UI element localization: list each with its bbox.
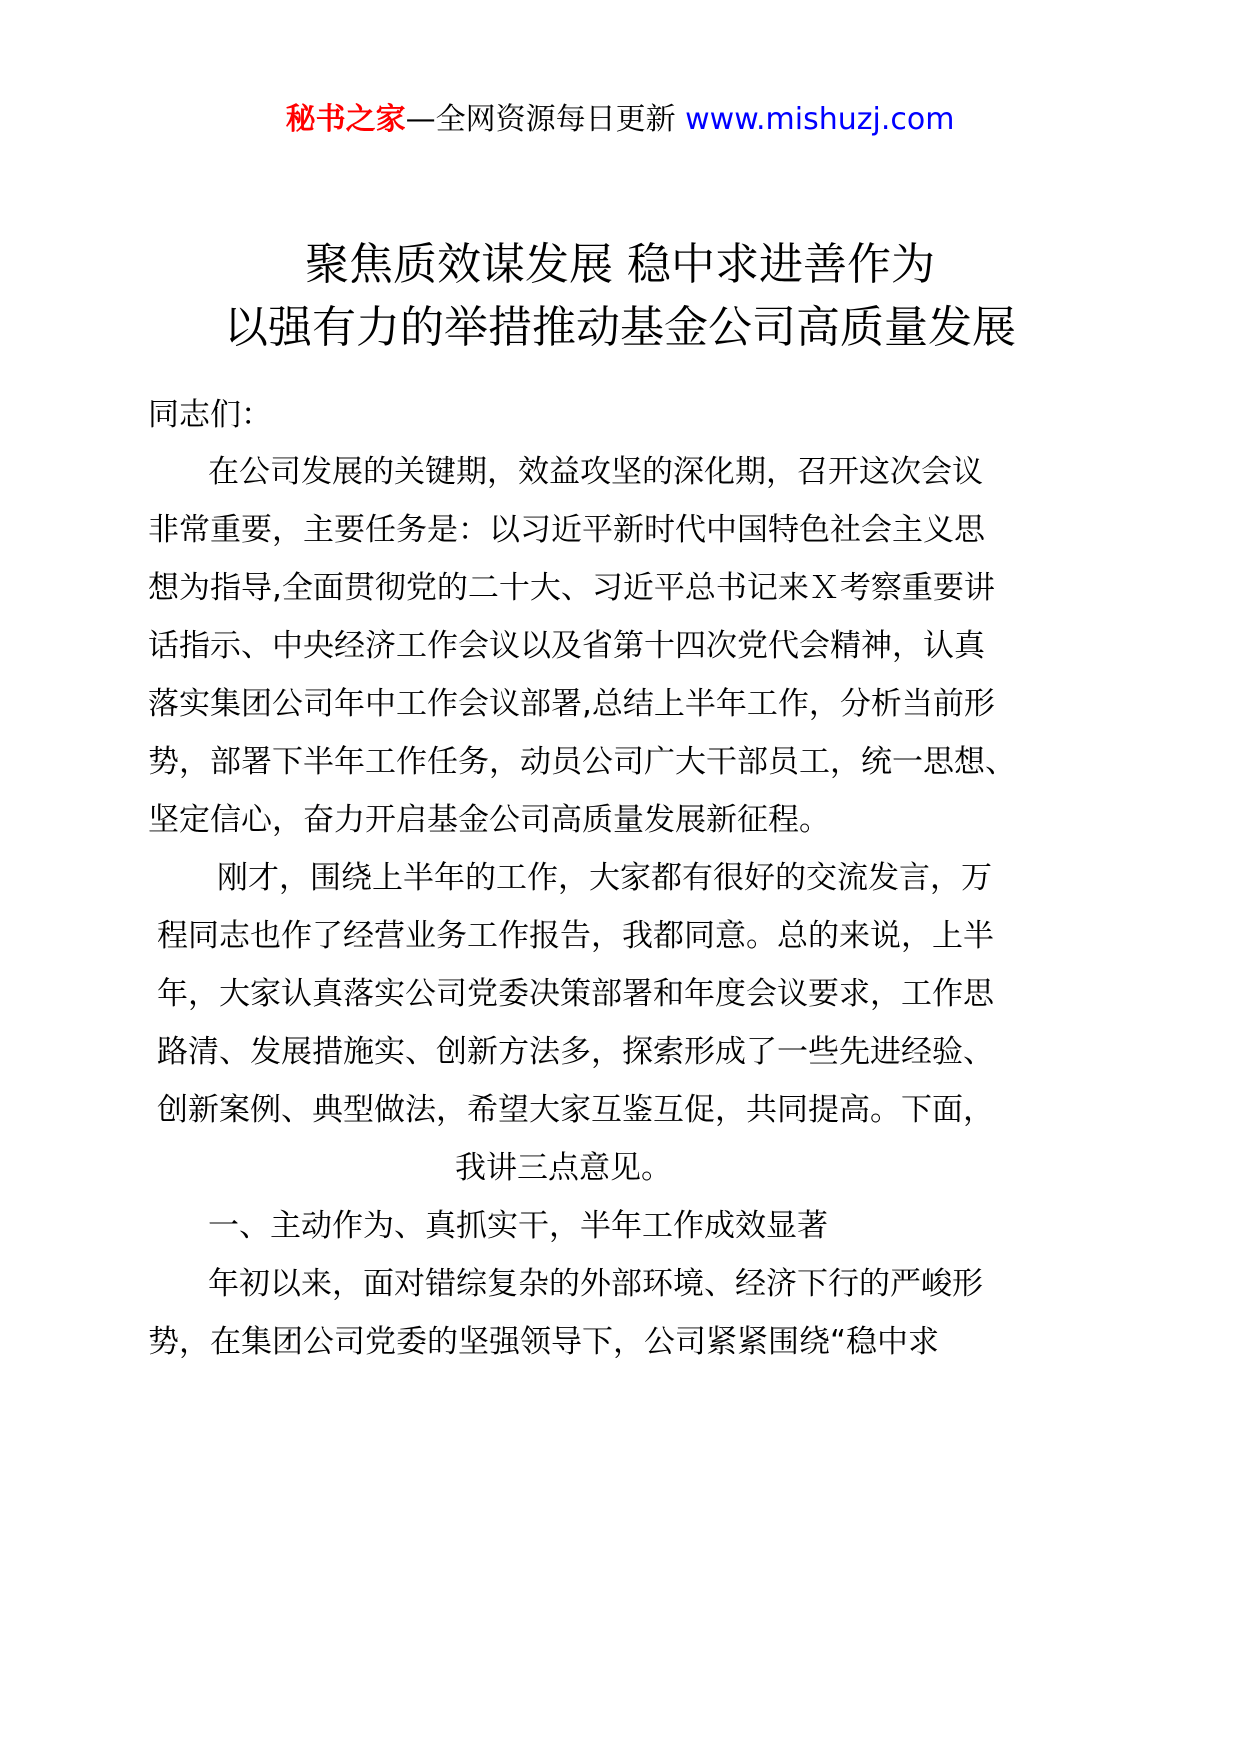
paragraph-3-line: 年初以来，面对错综复杂的外部环境、经济下行的严峻形: [208, 1266, 983, 1302]
brand-name: 秘书之家: [285, 102, 406, 137]
paragraph-2-line: 程同志也作了经营业务工作报告，我都同意。总的来说，上半: [157, 918, 994, 954]
title-line-1: 聚焦质效谋发展 稳中求进善作为: [305, 239, 935, 290]
site-url-link[interactable]: www.mishuzj.com: [685, 102, 955, 137]
header-tagline: —全网资源每日更新: [405, 102, 676, 137]
paragraph-2-line: 创新案例、典型做法，希望大家互鉴互促，共同提高。下面，: [157, 1092, 994, 1128]
paragraph-2-line: 路清、发展措施实、创新方法多，探索形成了一些先进经验、: [157, 1034, 994, 1070]
paragraph-1-line: 话指示、中央经济工作会议以及省第十四次党代会精神，认真: [148, 628, 985, 664]
title-line-2: 以强有力的举措推动基金公司高质量发展: [224, 302, 1016, 353]
paragraph-2-line: 我讲三点意见。: [455, 1150, 672, 1186]
site-header: [0, 100, 1240, 140]
paragraph-1-line: 势，部署下半年工作任务，动员公司广大干部员工，统一思想、: [148, 744, 1016, 780]
paragraph-1-line: 想为指导,全面贯彻党的二十大、习近平总书记来Ｘ考察重要讲: [148, 570, 995, 606]
salutation: 同志们：: [148, 397, 272, 433]
paragraph-2-line: 年，大家认真落实公司党委决策部署和年度会议要求，工作思: [157, 976, 994, 1012]
paragraph-1-line: 非常重要，主要任务是：以习近平新时代中国特色社会主义思: [148, 512, 985, 548]
paragraph-1-line: 在公司发展的关键期，效益攻坚的深化期，召开这次会议: [208, 454, 983, 490]
paragraph-1-line: 坚定信心，奋力开启基金公司高质量发展新征程。: [148, 802, 830, 838]
paragraph-1-line: 落实集团公司年中工作会议部署,总结上半年工作，分析当前形: [148, 686, 995, 722]
paragraph-2-line: 刚才，围绕上半年的工作，大家都有很好的交流发言，万: [217, 860, 992, 896]
section-heading-1: 一、主动作为、真抓实干，半年工作成效显著: [208, 1208, 828, 1244]
paragraph-3-line: 势，在集团公司党委的坚强领导下，公司紧紧围绕“稳中求: [148, 1324, 940, 1360]
